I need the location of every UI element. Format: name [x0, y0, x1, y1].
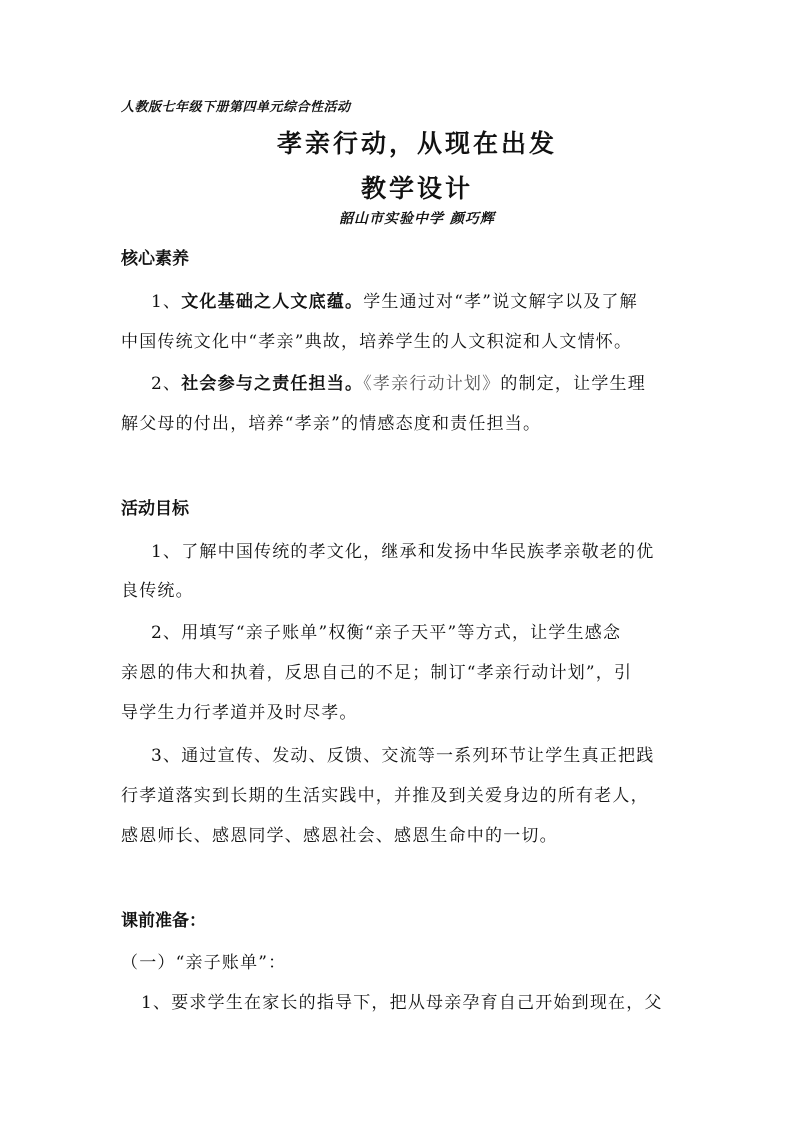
core-item-1-line2: 中国传统文化中“孝亲”典故，培养学生的人文积淀和人文情怀。: [121, 332, 633, 352]
page-title: 孝亲行动，从现在出发: [276, 129, 557, 158]
core-item-2-text: 的制定，让学生理: [500, 374, 646, 394]
core-item-2-num: 2、: [151, 374, 182, 394]
prep-item-1-line1: 1、要求学生在家长的指导下，把从母亲孕育自己开始到现在，父: [141, 993, 663, 1013]
goal-1-line2: 良传统。: [121, 581, 194, 601]
goal-3-line1: 3、通过宣传、发动、反馈、交流等一系列环节让学生真正把践: [151, 746, 655, 766]
core-item-2-line2: 解父母的付出，培养“孝亲”的情感态度和责任担当。: [121, 414, 542, 434]
goal-3-line2: 行孝道落实到长期的生活实践中，并推及到关爱身边的所有老人，: [121, 786, 649, 806]
goal-2-line1: 2、用填写“亲子账单”权衡“亲子天平”等方式，让学生感念: [151, 623, 622, 643]
goal-3-line3: 感恩师长、感恩同学、感恩社会、感恩生命中的一切。: [121, 826, 558, 846]
course-subtitle: 人教版七年级下册第四单元综合性活动: [121, 100, 351, 115]
goal-1-line1: 1、了解中国传统的孝文化，继承和发扬中华民族孝亲敬老的优: [151, 542, 655, 562]
core-item-2-book: 《孝亲行动计划》: [363, 374, 501, 394]
core-item-2: [151, 369, 646, 394]
section-heading-goals: 活动目标: [121, 499, 189, 519]
page-title-sub: 教学设计: [360, 174, 473, 203]
goal-2-line2: 亲恩的伟大和执着，反思自己的不足；制订“孝亲行动计划”，引: [121, 663, 633, 683]
core-item-1-text: 学生通过对“孝”说文解字以及了解: [363, 292, 638, 312]
prep-sub-1: （一）“亲子账单”：: [121, 953, 287, 973]
core-item-1: [151, 287, 638, 312]
core-item-1-keyword: 文化基础之人文底蕴。: [181, 292, 364, 312]
section-heading-prep: 课前准备：: [121, 911, 206, 931]
goal-2-line3: 导学生力行孝道并及时尽孝。: [121, 703, 358, 723]
core-item-1-num: 1、: [151, 292, 182, 312]
core-item-2-keyword: 社会参与之责任担当。: [181, 374, 364, 394]
author-line: 韶山市实验中学 颜巧辉: [339, 211, 495, 227]
section-heading-core: 核心素养: [121, 249, 189, 269]
